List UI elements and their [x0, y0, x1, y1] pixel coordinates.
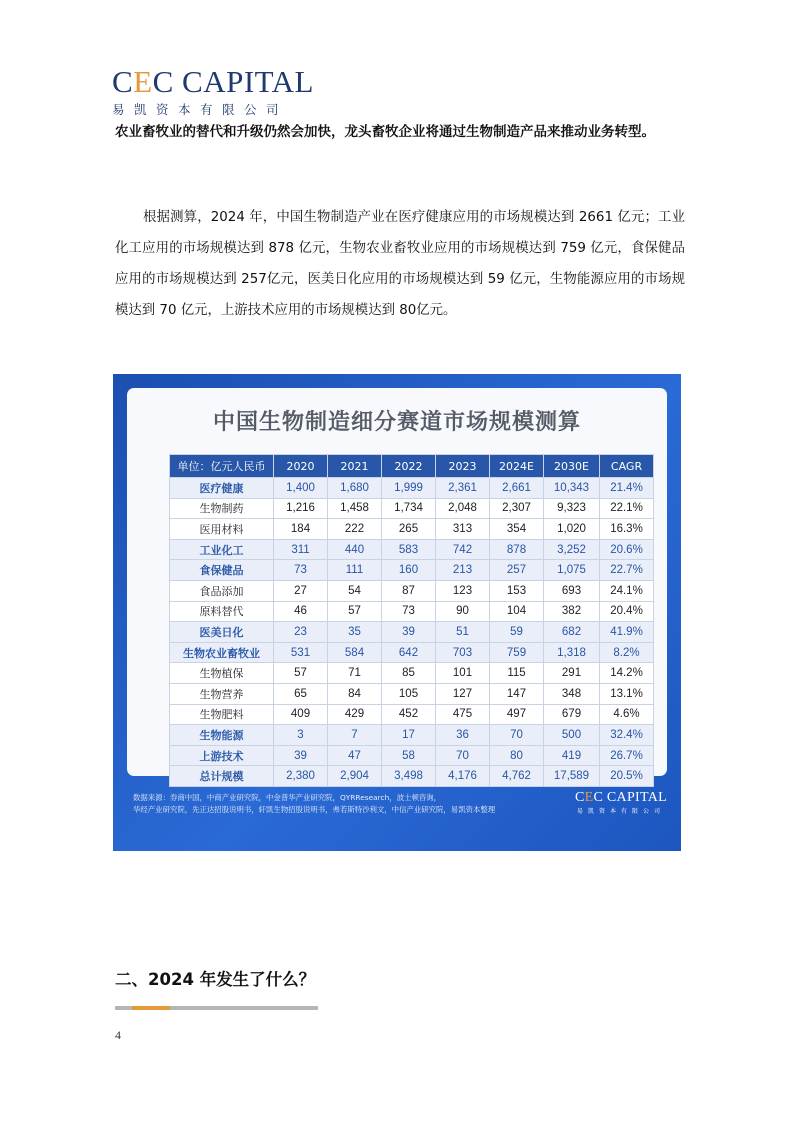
logo-wordmark: CEC CAPITAL [112, 64, 314, 99]
table-cell: 475 [436, 704, 490, 725]
table-cell: 20.6% [600, 539, 654, 560]
table-row [170, 478, 654, 499]
table-cell: 440 [328, 539, 382, 560]
table-cell: 20.5% [600, 766, 654, 787]
table-cell: 21.4% [600, 478, 654, 499]
table-cell: 105 [382, 683, 436, 704]
table-cell: 17,589 [544, 766, 600, 787]
table-cell: 759 [490, 642, 544, 663]
table-cell: 291 [544, 663, 600, 684]
table-cell: 742 [436, 539, 490, 560]
table-cell: 65 [274, 683, 328, 704]
table-cell: 70 [436, 745, 490, 766]
header-cell-unit: 单位：亿元人民币 [170, 455, 274, 478]
table-cell: 583 [382, 539, 436, 560]
body-paragraph [115, 202, 685, 326]
market-size-figure [113, 374, 681, 851]
heading-underline [115, 1006, 318, 1010]
table-cell: 1,216 [274, 498, 328, 519]
row-label: 工业化工 [170, 539, 274, 560]
table-cell: 104 [490, 601, 544, 622]
header-cell: CAGR [600, 455, 654, 478]
table-cell: 2,661 [490, 478, 544, 499]
header-cell: 2030E [544, 455, 600, 478]
table-cell: 311 [274, 539, 328, 560]
table-cell: 313 [436, 519, 490, 540]
table-cell: 500 [544, 725, 600, 746]
table-cell: 1,680 [328, 478, 382, 499]
table-cell: 3,498 [382, 766, 436, 787]
table-cell: 32.4% [600, 725, 654, 746]
table-cell: 1,999 [382, 478, 436, 499]
table-cell: 147 [490, 683, 544, 704]
table-cell: 153 [490, 580, 544, 601]
table-cell: 354 [490, 519, 544, 540]
row-label: 生物营养 [170, 683, 274, 704]
table-cell: 382 [544, 601, 600, 622]
table-cell: 429 [328, 704, 382, 725]
table-cell: 115 [490, 663, 544, 684]
table-cell: 35 [328, 622, 382, 643]
table-cell: 1,458 [328, 498, 382, 519]
table-cell: 46 [274, 601, 328, 622]
table-row [170, 622, 654, 643]
table-row [170, 663, 654, 684]
table-cell: 10,343 [544, 478, 600, 499]
table-cell: 679 [544, 704, 600, 725]
table-cell: 409 [274, 704, 328, 725]
figure-card [127, 388, 667, 784]
row-label: 食保健品 [170, 560, 274, 581]
source-line: 华经产业研究院，先正达招股说明书，轩凯生物招股说明书，弗若斯特沙利文，中信产业研究院，易凯资本整理 [133, 805, 496, 814]
row-label: 生物制药 [170, 498, 274, 519]
table-cell: 73 [382, 601, 436, 622]
table-row [170, 580, 654, 601]
figure-source [133, 792, 553, 816]
table-cell: 59 [490, 622, 544, 643]
table-cell: 2,048 [436, 498, 490, 519]
row-label: 生物肥料 [170, 704, 274, 725]
table-cell: 693 [544, 580, 600, 601]
table-cell: 2,361 [436, 478, 490, 499]
row-label: 生物农业畜牧业 [170, 642, 274, 663]
section-heading: 二、2024 年发生了什么？ [115, 970, 316, 989]
table-row [170, 642, 654, 663]
table-cell: 20.4% [600, 601, 654, 622]
table-cell: 348 [544, 683, 600, 704]
row-label: 原料替代 [170, 601, 274, 622]
table-cell: 57 [274, 663, 328, 684]
table-cell: 54 [328, 580, 382, 601]
table-cell: 41.9% [600, 622, 654, 643]
table-cell: 2,380 [274, 766, 328, 787]
table-cell: 584 [328, 642, 382, 663]
table-row [170, 683, 654, 704]
table-cell: 1,075 [544, 560, 600, 581]
table-cell: 419 [544, 745, 600, 766]
table-row [170, 745, 654, 766]
table-cell: 3 [274, 725, 328, 746]
table-row [170, 498, 654, 519]
heading-underline-accent [132, 1006, 170, 1010]
header-cell: 2023 [436, 455, 490, 478]
source-line: 数据来源：券商中国，中商产业研究院，中金普华产业研究院，QYRResearch，波士顿咨询， [133, 793, 442, 802]
table-cell: 80 [490, 745, 544, 766]
table-cell: 452 [382, 704, 436, 725]
lead-line: 农业畜牧业的替代和升级仍然会加快，龙头畜牧企业将通过生物制造产品来推动业务转型。 [115, 124, 655, 140]
table-cell: 2,904 [328, 766, 382, 787]
row-label: 生物植保 [170, 663, 274, 684]
table-row [170, 704, 654, 725]
table-cell: 9,323 [544, 498, 600, 519]
table-cell: 4.6% [600, 704, 654, 725]
table-row [170, 601, 654, 622]
table-cell: 1,318 [544, 642, 600, 663]
table-cell: 642 [382, 642, 436, 663]
table-row [170, 766, 654, 787]
row-label: 生物能源 [170, 725, 274, 746]
table-cell: 3,252 [544, 539, 600, 560]
header-cell: 2020 [274, 455, 328, 478]
table-cell: 85 [382, 663, 436, 684]
table-cell: 111 [328, 560, 382, 581]
row-label: 总计规模 [170, 766, 274, 787]
market-size-table [169, 454, 654, 787]
row-label: 医美日化 [170, 622, 274, 643]
table-cell: 22.7% [600, 560, 654, 581]
table-cell: 71 [328, 663, 382, 684]
table-cell: 39 [382, 622, 436, 643]
table-cell: 2,307 [490, 498, 544, 519]
table-row [170, 539, 654, 560]
table-cell: 1,020 [544, 519, 600, 540]
table-cell: 257 [490, 560, 544, 581]
figure-title: 中国生物制造细分赛道市场规模测算 [212, 410, 581, 435]
table-cell: 531 [274, 642, 328, 663]
table-cell: 27 [274, 580, 328, 601]
table-cell: 1,400 [274, 478, 328, 499]
table-cell: 4,176 [436, 766, 490, 787]
table-cell: 7 [328, 725, 382, 746]
table-cell: 26.7% [600, 745, 654, 766]
table-cell: 123 [436, 580, 490, 601]
table-cell: 22.1% [600, 498, 654, 519]
table-row [170, 725, 654, 746]
table-cell: 497 [490, 704, 544, 725]
table-cell: 24.1% [600, 580, 654, 601]
row-label: 医用材料 [170, 519, 274, 540]
table-cell: 703 [436, 642, 490, 663]
table-cell: 8.2% [600, 642, 654, 663]
row-label: 食品添加 [170, 580, 274, 601]
table-cell: 127 [436, 683, 490, 704]
logo-subtitle: 易凯资本有限公司 [112, 102, 289, 117]
table-cell: 160 [382, 560, 436, 581]
table-cell: 184 [274, 519, 328, 540]
row-label: 医疗健康 [170, 478, 274, 499]
table-cell: 39 [274, 745, 328, 766]
table-header-row [170, 455, 654, 478]
table-cell: 16.3% [600, 519, 654, 540]
table-cell: 14.2% [600, 663, 654, 684]
table-cell: 87 [382, 580, 436, 601]
table-cell: 1,734 [382, 498, 436, 519]
table-cell: 878 [490, 539, 544, 560]
paragraph-text: 根据测算，2024 年，中国生物制造产业在医疗健康应用的市场规模达到 2661 亿元；工业化工应用的市场规模达到 878 亿元，生物农业畜牧业应用的市场规模达到 759 亿元，食保健品应用的市场规模达到 257亿元，医美日化应用的市场规模达到 59 亿元，生物能源应用的市场规模达到 70 亿元，上游技术应用的市场规模达到 80亿元。 [115, 210, 685, 318]
table-cell: 682 [544, 622, 600, 643]
table-cell: 73 [274, 560, 328, 581]
table-cell: 90 [436, 601, 490, 622]
table-cell: 51 [436, 622, 490, 643]
header-cell: 2022 [382, 455, 436, 478]
figure-logo [575, 790, 667, 815]
table-cell: 17 [382, 725, 436, 746]
table-cell: 57 [328, 601, 382, 622]
table-cell: 101 [436, 663, 490, 684]
table-cell: 58 [382, 745, 436, 766]
table-cell: 213 [436, 560, 490, 581]
table-cell: 222 [328, 519, 382, 540]
row-label: 上游技术 [170, 745, 274, 766]
header-cell: 2021 [328, 455, 382, 478]
header-cell: 2024E [490, 455, 544, 478]
table-row [170, 519, 654, 540]
figure-logo-subtitle: 易凯资本有限公司 [576, 808, 665, 815]
table-cell: 36 [436, 725, 490, 746]
table-row [170, 560, 654, 581]
company-logo [112, 66, 314, 118]
table-cell: 84 [328, 683, 382, 704]
table-cell: 265 [382, 519, 436, 540]
table-cell: 47 [328, 745, 382, 766]
table-cell: 13.1% [600, 683, 654, 704]
figure-logo-wordmark: CEC CAPITAL [574, 790, 667, 805]
table-cell: 70 [490, 725, 544, 746]
table-cell: 23 [274, 622, 328, 643]
page-number: 4 [115, 1028, 121, 1042]
table-cell: 4,762 [490, 766, 544, 787]
